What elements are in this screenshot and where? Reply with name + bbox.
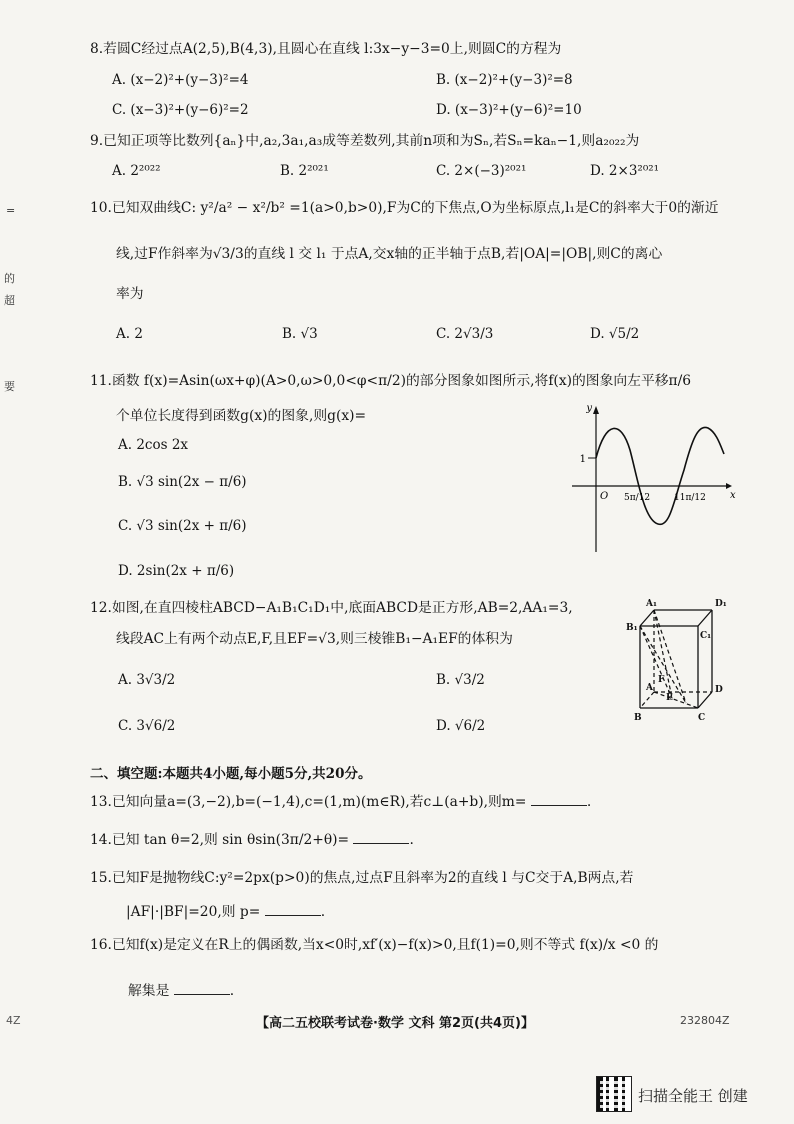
question-16-text: 解集是 bbox=[128, 983, 170, 999]
question-8-option-c: C. (x−3)²+(y−6)²=2 bbox=[112, 102, 249, 118]
question-9-option-b: B. 2²⁰²¹ bbox=[280, 163, 329, 179]
x-axis-arrow bbox=[726, 483, 732, 489]
footer-code: 232804Z bbox=[680, 1014, 730, 1027]
x-tick-2-label: 11π/12 bbox=[674, 493, 706, 503]
label-e: E bbox=[666, 693, 673, 703]
diagonal-ac bbox=[654, 692, 698, 708]
sine-curve bbox=[596, 427, 724, 524]
question-9-stem: 9.已知正项等比数列{aₙ}中,a₂,3a₁,a₃成等差数列,其前n项和为Sₙ,若Sₙ=kaₙ−1,则a₂₀₂₂为 bbox=[90, 133, 640, 149]
question-12-option-a: A. 3√3/2 bbox=[118, 672, 176, 688]
question-10-option-d: D. √5/2 bbox=[590, 326, 640, 342]
question-9-option-a: A. 2²⁰²² bbox=[112, 163, 161, 179]
label-a: A bbox=[646, 683, 653, 693]
x-tick-1-label: 5π/12 bbox=[624, 493, 651, 503]
answer-blank bbox=[174, 982, 230, 995]
question-15-line-1: 15.已知F是抛物线C:y²=2px(p>0)的焦点,过点F且斜率为2的直线 l 与C交于A,B两点,若 bbox=[90, 870, 634, 886]
prism-figure bbox=[620, 596, 740, 726]
question-8-option-b: B. (x−2)²+(y−3)²=8 bbox=[436, 72, 573, 88]
question-10-line-1: 10.已知双曲线C: y²/a² − x²/b² =1(a>0,b>0),F为C的下焦点,O为坐标原点,l₁是C的斜率大于0的渐近 bbox=[90, 200, 719, 216]
question-11-option-a: A. 2cos 2x bbox=[118, 437, 189, 453]
edge-ab-hidden bbox=[640, 692, 654, 708]
question-12-option-d: D. √6/2 bbox=[436, 718, 486, 734]
segment-b1e bbox=[640, 626, 672, 698]
edge-d1c1 bbox=[698, 610, 712, 626]
margin-mark: 要 bbox=[4, 380, 15, 393]
label-c: C bbox=[698, 713, 706, 723]
question-12-line-2: 线段AC上有两个动点E,F,且EF=√3,则三棱锥B₁−A₁EF的体积为 bbox=[116, 631, 513, 647]
margin-mark: 超 bbox=[4, 294, 15, 307]
question-16-line-1: 16.已知f(x)是定义在R上的偶函数,当x<0时,xf′(x)−f(x)>0,且f(1)=0,则不等式 f(x)/x <0 的 bbox=[90, 937, 659, 953]
question-14: 14.已知 tan θ=2,则 sin θsin(3π/2+θ)= . bbox=[90, 832, 414, 848]
margin-mark: 的 bbox=[4, 272, 15, 285]
label-d1: D₁ bbox=[715, 599, 727, 609]
question-8-option-a: A. (x−2)²+(y−3)²=4 bbox=[112, 72, 249, 88]
question-11-line-1: 11.函数 f(x)=Asin(ωx+φ)(A>0,ω>0,0<φ<π/2)的部分图象如图所示,将f(x)的图象向左平移π/6 bbox=[90, 373, 692, 389]
question-10-option-a: A. 2 bbox=[116, 326, 143, 342]
page-footer bbox=[0, 1012, 794, 1030]
answer-blank bbox=[265, 903, 321, 916]
question-10-option-c: C. 2√3/3 bbox=[436, 326, 494, 342]
question-11-option-b: B. √3 sin(2x − π/6) bbox=[118, 474, 247, 490]
question-15-text: |AF|·|BF|=20,则 p= bbox=[126, 904, 261, 920]
label-b: B bbox=[634, 713, 642, 723]
question-14-text: 14.已知 tan θ=2,则 sin θsin(3π/2+θ)= bbox=[90, 832, 350, 848]
question-10-line-2: 线,过F作斜率为√3/3的直线 l 交 l₁ 于点A,交x轴的正半轴于点B,若|OA|=|OB|,则C的离心 bbox=[116, 246, 663, 262]
margin-mark: = bbox=[6, 204, 16, 217]
question-13: 13.已知向量a=(3,−2),b=(−1,4),c=(1,m)(m∈R),若c⊥(a+b),则m= . bbox=[90, 794, 592, 810]
question-10-option-b: B. √3 bbox=[282, 326, 318, 342]
label-d: D bbox=[715, 685, 723, 695]
question-12-option-b: B. √3/2 bbox=[436, 672, 485, 688]
question-13-text: 13.已知向量a=(3,−2),b=(−1,4),c=(1,m)(m∈R),若c⊥(a+b),则m= bbox=[90, 794, 527, 810]
footer-title: 【高二五校联考试卷·数学 文科 第2页(共4页)】 bbox=[256, 1016, 534, 1031]
question-11-line-2: 个单位长度得到函数g(x)的图象,则g(x)= bbox=[116, 408, 367, 424]
scanner-label: 扫描全能王 创建 bbox=[638, 1087, 748, 1105]
label-a1: A₁ bbox=[646, 599, 657, 609]
sine-graph bbox=[566, 400, 736, 560]
edge-cd bbox=[698, 692, 712, 708]
qr-code-icon bbox=[596, 1076, 632, 1112]
y-axis-label: y bbox=[586, 403, 592, 414]
x-axis-label: x bbox=[730, 490, 736, 501]
question-10-line-3: 率为 bbox=[116, 286, 144, 302]
question-12-line-1: 12.如图,在直四棱柱ABCD−A₁B₁C₁D₁中,底面ABCD是正方形,AB=2,AA₁=3, bbox=[90, 600, 573, 616]
question-16-line-2: 解集是 . bbox=[128, 983, 235, 999]
question-8-stem: 8.若圆C经过点A(2,5),B(4,3),且圆心在直线 l:3x−y−3=0上,则圆C的方程为 bbox=[90, 41, 562, 57]
label-c1: C₁ bbox=[700, 631, 712, 641]
question-12-option-c: C. 3√6/2 bbox=[118, 718, 176, 734]
origin-label: O bbox=[600, 491, 609, 502]
y-axis-arrow bbox=[593, 406, 599, 414]
question-11-option-d: D. 2sin(2x + π/6) bbox=[118, 563, 235, 579]
scanner-watermark bbox=[596, 1076, 786, 1112]
answer-blank bbox=[531, 793, 587, 806]
answer-blank bbox=[353, 831, 409, 844]
y-tick-label: 1 bbox=[579, 454, 586, 465]
label-f: F bbox=[658, 675, 665, 685]
margin-mark: 4Z bbox=[6, 1014, 21, 1027]
question-15-line-2: |AF|·|BF|=20,则 p= . bbox=[126, 904, 326, 920]
question-9-option-c: C. 2×(−3)²⁰²¹ bbox=[436, 163, 527, 179]
question-11-option-c: C. √3 sin(2x + π/6) bbox=[118, 518, 247, 534]
question-9-option-d: D. 2×3²⁰²¹ bbox=[590, 163, 660, 179]
question-8-option-d: D. (x−3)²+(y−6)²=10 bbox=[436, 102, 582, 118]
section-2-title: 二、填空题:本题共4小题,每小题5分,共20分。 bbox=[90, 766, 372, 782]
edge-a1b1 bbox=[640, 610, 654, 626]
label-b1: B₁ bbox=[626, 623, 638, 633]
